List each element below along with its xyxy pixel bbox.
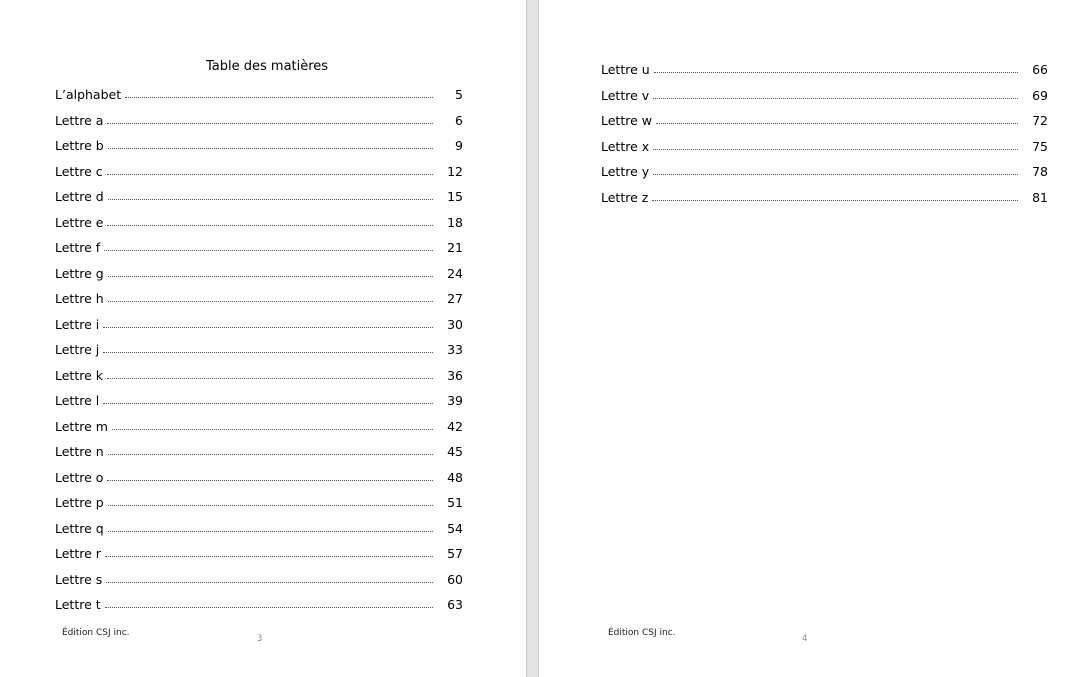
- toc-entry: [55, 416, 463, 434]
- toc-dot-leader: [107, 122, 433, 124]
- toc-entry-page: 57: [447, 546, 463, 561]
- toc-dot-leader: [656, 122, 1018, 124]
- toc-entry: [55, 135, 463, 153]
- toc-entry-page: 51: [447, 495, 463, 510]
- toc-entry: [55, 339, 463, 357]
- toc-entry-page: 72: [1032, 113, 1048, 128]
- toc-entry: [601, 110, 1048, 128]
- toc-entry-label: Lettre n: [55, 444, 104, 459]
- toc-entry-label: Lettre r: [55, 546, 101, 561]
- toc-entry-label: Lettre z: [601, 189, 649, 205]
- toc-dot-leader: [108, 530, 433, 532]
- toc-entry-label: Lettre k: [55, 367, 104, 383]
- toc-dot-leader: [104, 249, 433, 251]
- toc-dot-leader: [653, 173, 1018, 175]
- toc-dot-leader: [107, 224, 433, 226]
- toc-dot-leader: [108, 198, 433, 200]
- toc-entry: [55, 390, 463, 408]
- toc-entry: [601, 187, 1048, 205]
- toc-entry-page: 9: [455, 138, 463, 153]
- toc-entry-page: 27: [447, 291, 463, 306]
- toc-entry-label: Lettre w: [601, 113, 652, 128]
- toc-dot-leader: [112, 428, 433, 430]
- toc-entry-page: 42: [447, 418, 463, 434]
- toc-entry: [55, 263, 463, 281]
- toc-entry-page: 24: [447, 265, 463, 281]
- toc-entry-page: 12: [447, 163, 463, 179]
- toc-entry-label: Lettre b: [55, 138, 104, 153]
- toc-dot-leader: [103, 326, 433, 328]
- toc-entry-label: Lettre a: [55, 112, 104, 128]
- toc-entry-page: 15: [447, 189, 463, 204]
- toc-entry-page: 39: [447, 393, 463, 408]
- toc-entry-label: Lettre h: [55, 291, 104, 306]
- toc-dot-leader: [654, 71, 1018, 73]
- toc-entry-label: Lettre e: [55, 214, 104, 230]
- toc-entry-label: L’alphabet: [55, 87, 122, 102]
- toc-entry-page: 66: [1032, 62, 1048, 77]
- toc-entry-page: 78: [1032, 164, 1048, 179]
- toc-dot-leader: [653, 148, 1018, 150]
- toc-dot-leader: [105, 606, 433, 608]
- toc-entry-page: 69: [1032, 87, 1048, 103]
- toc-entry-label: Lettre x: [601, 138, 650, 154]
- toc-entry-label: Lettre q: [55, 520, 104, 536]
- toc-entry-label: Lettre l: [55, 393, 100, 408]
- toc-entry-page: 63: [447, 597, 463, 612]
- toc-dot-leader: [652, 199, 1018, 201]
- toc-dot-leader: [105, 555, 433, 557]
- toc-entry-label: Lettre t: [55, 597, 101, 612]
- toc-entry: [55, 161, 463, 179]
- toc-entry-label: Lettre p: [55, 495, 104, 510]
- toc-entry-page: 5: [455, 87, 463, 102]
- toc-dot-leader: [107, 173, 433, 175]
- toc-entry-page: 81: [1032, 189, 1048, 205]
- toc-entry-page: 36: [447, 367, 463, 383]
- toc-entry: [55, 492, 463, 510]
- toc-entry: [55, 288, 463, 306]
- toc-entry-label: Lettre o: [55, 469, 104, 485]
- toc-entry-label: Lettre j: [55, 342, 100, 357]
- toc-dot-leader: [125, 96, 433, 98]
- toc-entry: [55, 212, 463, 230]
- toc-entry-page: 75: [1032, 138, 1048, 154]
- toc-entry-page: 18: [447, 214, 463, 230]
- toc-entry: [55, 186, 463, 204]
- toc-entry-label: Lettre v: [601, 87, 650, 103]
- toc-dot-leader: [103, 351, 433, 353]
- toc-entry-page: 30: [447, 316, 463, 332]
- toc-dot-leader: [108, 275, 433, 277]
- toc-dot-leader: [108, 504, 433, 506]
- toc-entry-label: Lettre y: [601, 164, 650, 179]
- toc-entry: [601, 161, 1048, 179]
- toc-dot-leader: [106, 581, 433, 583]
- toc-entry: [55, 518, 463, 536]
- toc-dot-leader: [108, 453, 433, 455]
- toc-dot-leader: [107, 479, 433, 481]
- toc-entry: [55, 237, 463, 255]
- footer-publisher: Édition CSJ inc.: [62, 628, 130, 638]
- toc-dot-leader: [653, 97, 1018, 99]
- toc-entry: [55, 365, 463, 383]
- toc-dot-leader: [108, 147, 433, 149]
- toc-dot-leader: [108, 300, 433, 302]
- toc-entry-label: Lettre d: [55, 189, 104, 204]
- toc-entry-page: 45: [447, 444, 463, 459]
- toc-entry-label: Lettre f: [55, 240, 101, 255]
- page-gutter: [526, 0, 539, 677]
- toc-dot-leader: [103, 402, 433, 404]
- toc-entry-page: 48: [447, 469, 463, 485]
- toc-entry: [55, 543, 463, 561]
- document-page-right: [539, 0, 1066, 677]
- toc-entry-label: Lettre c: [55, 163, 103, 179]
- toc-entry-page: 33: [447, 342, 463, 357]
- toc-title: Table des matières: [206, 59, 329, 74]
- toc-entry: [55, 110, 463, 128]
- toc-entry-label: Lettre u: [601, 62, 650, 77]
- toc-entry: [601, 85, 1048, 103]
- toc-entry-page: 60: [447, 571, 463, 587]
- page-number: 4: [802, 634, 808, 644]
- toc-entry-page: 21: [447, 240, 463, 255]
- toc-dot-leader: [107, 377, 433, 379]
- toc-entry-label: Lettre g: [55, 265, 104, 281]
- toc-entry-label: Lettre s: [55, 571, 103, 587]
- toc-entry: [601, 136, 1048, 154]
- toc-entry: [55, 569, 463, 587]
- document-page-left: [0, 0, 526, 677]
- toc-entry: [601, 59, 1048, 77]
- footer-publisher: Édition CSJ inc.: [608, 628, 676, 638]
- toc-entry: [55, 314, 463, 332]
- toc-entry-page: 54: [447, 520, 463, 536]
- toc-entry-label: Lettre i: [55, 316, 100, 332]
- page-number: 3: [257, 634, 263, 644]
- toc-entry: [55, 441, 463, 459]
- toc-entry-page: 6: [455, 112, 463, 128]
- toc-entry-label: Lettre m: [55, 418, 108, 434]
- toc-entry: [55, 467, 463, 485]
- toc-entry: [55, 84, 463, 102]
- toc-entry: [55, 594, 463, 612]
